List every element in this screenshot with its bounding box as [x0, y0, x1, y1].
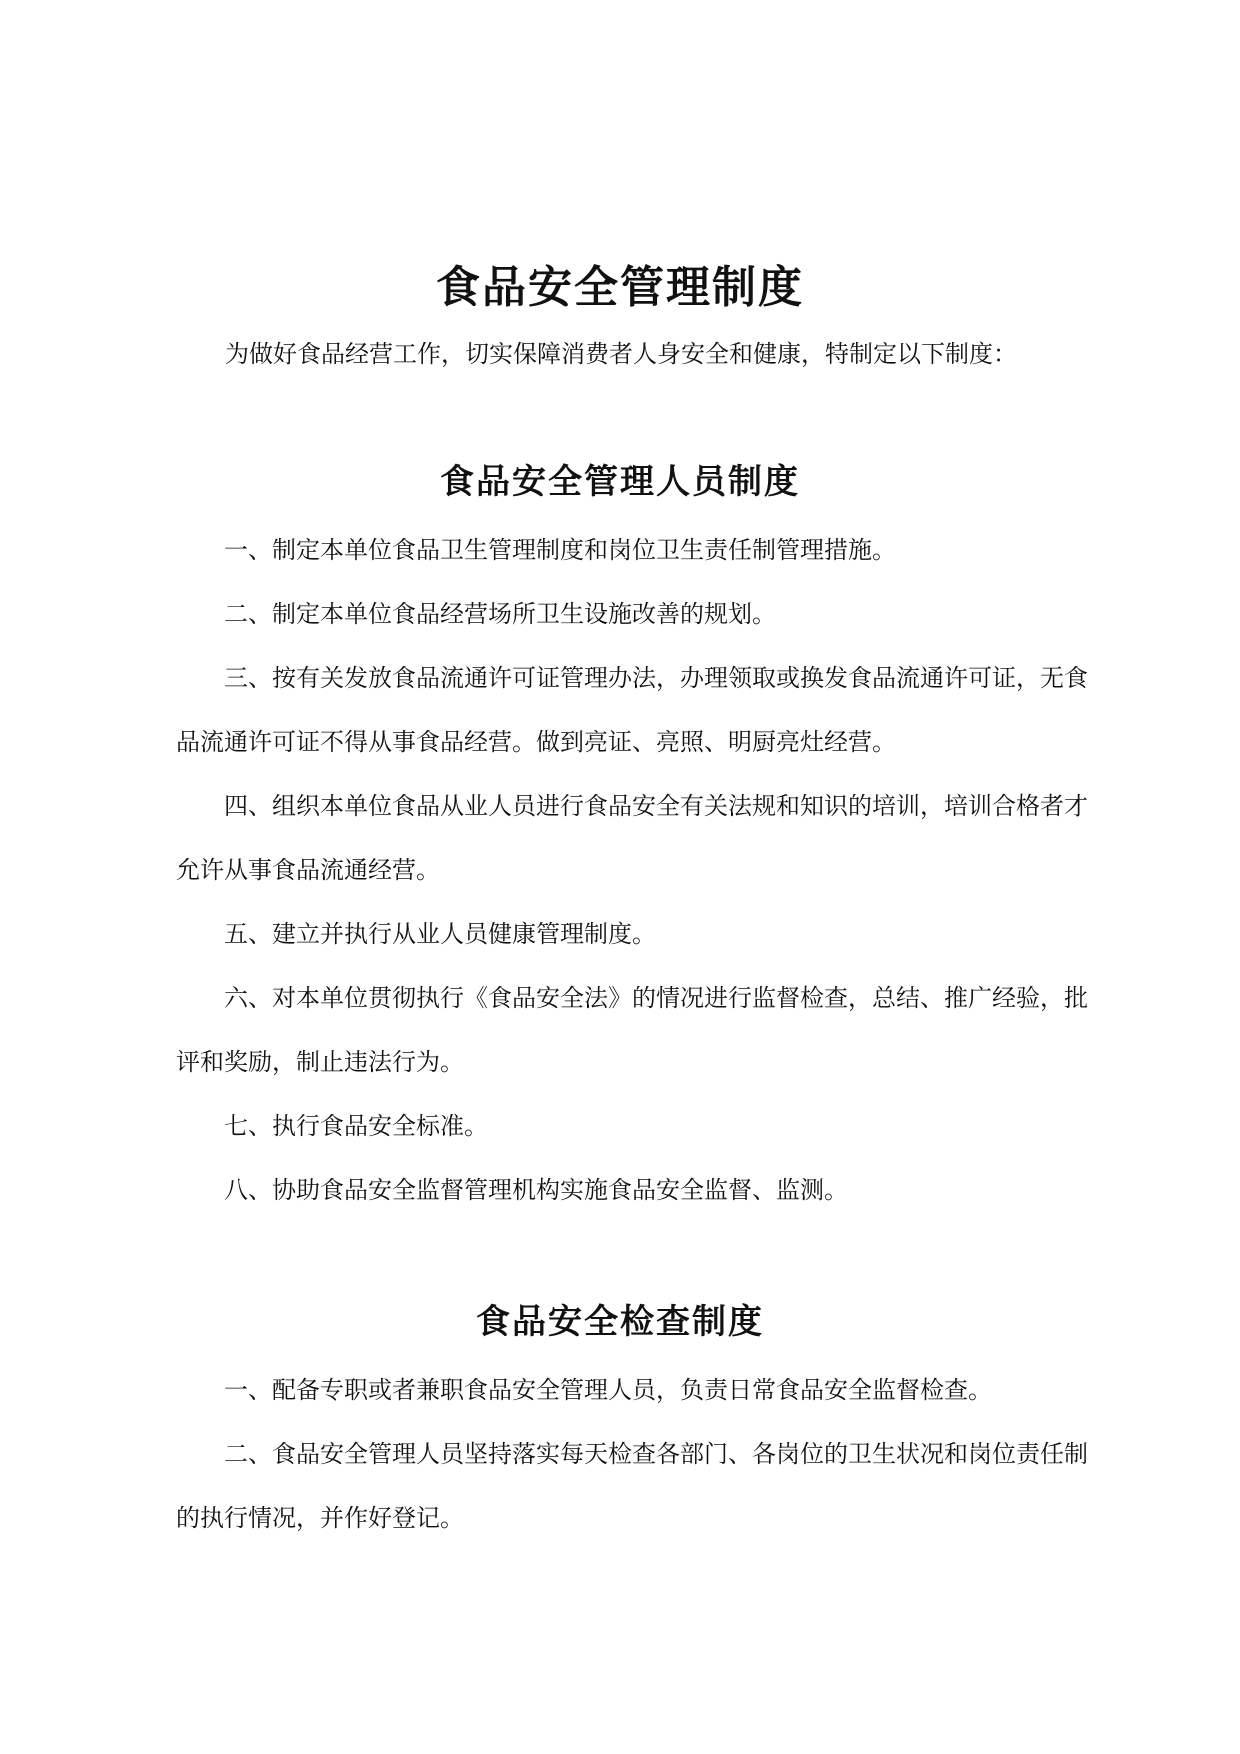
section-heading-management-staff: 食品安全管理人员制度 — [440, 462, 800, 502]
list-item: 五、建立并执行从业人员健康管理制度。 — [224, 920, 656, 948]
list-item: 三、按有关发放食品流通许可证管理办法，办理领取或换发食品流通许可证，无食品流通许可证不得从事食品经营。做到亮证、亮照、明厨亮灶经营。 — [176, 664, 1088, 756]
list-item: 四、组织本单位食品从业人员进行食品安全有关法规和知识的培训，培训合格者才允许从事食品流通经营。 — [176, 792, 1088, 884]
list-item: 一、制定本单位食品卫生管理制度和岗位卫生责任制管理措施。 — [224, 536, 896, 564]
list-item: 六、对本单位贯彻执行《食品安全法》的情况进行监督检查，总结、推广经验，批评和奖励，制止违法行为。 — [176, 984, 1088, 1076]
list-item: 二、制定本单位食品经营场所卫生设施改善的规划。 — [224, 600, 776, 628]
list-item: 二、食品安全管理人员坚持落实每天检查各部门、各岗位的卫生状况和岗位责任制的执行情况，并作好登记。 — [176, 1440, 1088, 1532]
section-items-inspection — [176, 1358, 1088, 1550]
section-heading-inspection: 食品安全检查制度 — [476, 1302, 764, 1342]
section-items-management-staff — [176, 518, 1088, 1222]
document-title: 食品安全管理制度 — [436, 262, 804, 313]
list-item: 七、执行食品安全标准。 — [224, 1112, 488, 1140]
document-intro: 为做好食品经营工作，切实保障消费者人身安全和健康，特制定以下制度： — [225, 340, 1017, 368]
list-item: 一、配备专职或者兼职食品安全管理人员，负责日常食品安全监督检查。 — [224, 1376, 992, 1404]
list-item: 八、协助食品安全监督管理机构实施食品安全监督、监测。 — [224, 1176, 848, 1204]
